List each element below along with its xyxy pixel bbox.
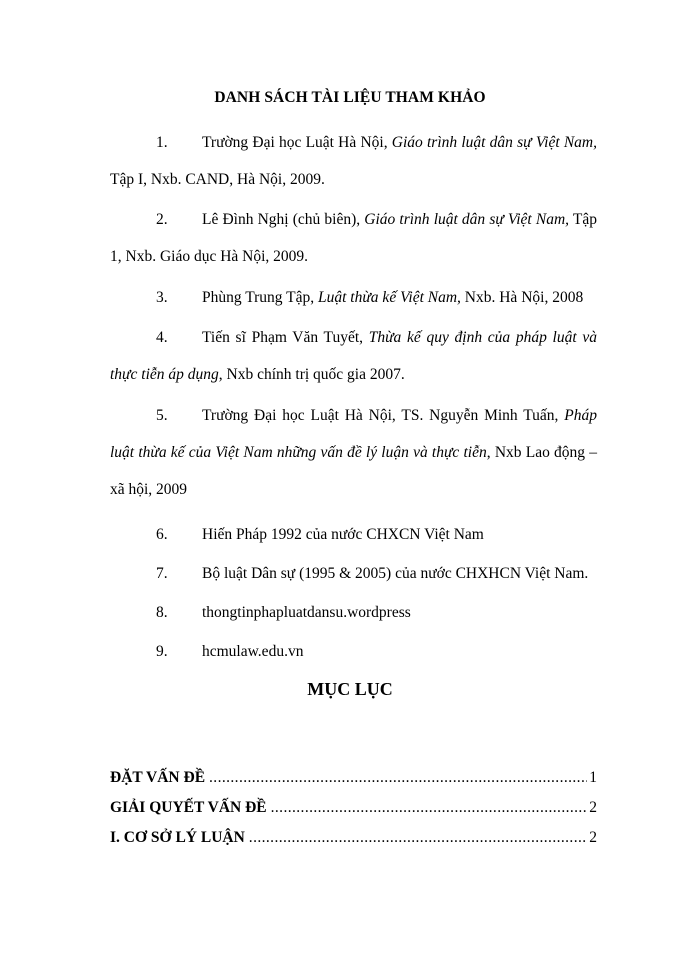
reference-title: Pháp luật thừa kế của Việt Nam những vấn đề lý luận và thực tiễn (110, 407, 597, 461)
reference-item (110, 201, 597, 275)
reference-item (110, 279, 597, 316)
reference-text: Tiến sĩ Phạm Văn Tuyết, (202, 329, 369, 346)
reference-item (110, 397, 597, 508)
toc-page-number: 2 (589, 799, 597, 816)
toc-leader-dots (209, 769, 587, 787)
reference-item (110, 516, 597, 553)
reference-title: Luật thừa kế Việt Nam, (318, 289, 461, 306)
reference-text: Hiến Pháp 1992 của nước CHXCN Việt Nam (202, 526, 484, 543)
references-heading: DANH SÁCH TÀI LIỆU THAM KHẢO (214, 89, 486, 106)
reference-link: thongtinphapluatdansu.wordpress (202, 604, 411, 621)
reference-publisher: , Nxb chính trị quốc gia 2007. (218, 366, 405, 383)
toc-entry-title: GIẢI QUYẾT VẤN ĐỀ (110, 799, 267, 816)
reference-publisher: Tập 1, Nxb. Giáo dục Hà Nội, 2009. (110, 211, 597, 265)
reference-text: Bộ luật Dân sự (1995 & 2005) của nước CHXHCN Việt Nam. (202, 565, 589, 582)
reference-text: Trường Đại học Luật Hà Nội, (202, 134, 392, 151)
reference-number: 2. (156, 211, 168, 228)
reference-item (110, 319, 597, 393)
reference-title: Giáo trình luật dân sự Việt Nam, (391, 134, 597, 151)
reference-publisher: , Nxb Lao động – xã hội, 2009 (110, 444, 597, 498)
toc-page-number: 1 (589, 769, 597, 786)
reference-item (110, 633, 597, 670)
toc-entry[interactable] (110, 799, 597, 817)
reference-number: 7. (156, 565, 168, 582)
reference-number: 4. (156, 329, 168, 346)
reference-publisher: Nxb. Hà Nội, 2008 (460, 289, 584, 306)
toc-entry-title: I. CƠ SỞ LÝ LUẬN (110, 829, 245, 846)
toc-entry[interactable] (110, 769, 597, 787)
reference-item (110, 594, 597, 631)
reference-number: 8. (156, 604, 168, 621)
reference-title: Thừa kế quy định của pháp luật và thực tiễn áp dụng (110, 329, 597, 383)
reference-link: hcmulaw.edu.vn (202, 643, 304, 660)
reference-item (110, 124, 597, 198)
reference-number: 5. (156, 407, 168, 424)
toc-leader-dots (271, 799, 588, 817)
toc-heading: MỤC LỤC (307, 679, 393, 699)
reference-text: Trường Đại học Luật Hà Nội, TS. Nguyễn Minh Tuấn, (202, 407, 565, 424)
toc-entry-title: ĐẶT VẤN ĐỀ (110, 769, 206, 786)
reference-text: Lê Đình Nghị (chủ biên), (202, 211, 365, 228)
reference-number: 1. (156, 134, 168, 151)
reference-number: 6. (156, 526, 168, 543)
toc-leader-dots (249, 829, 587, 847)
reference-publisher: Tập I, Nxb. CAND, Hà Nội, 2009. (110, 171, 325, 188)
reference-title: Giáo trình luật dân sự Việt Nam, (364, 211, 570, 228)
toc-entry[interactable] (110, 829, 597, 847)
reference-number: 3. (156, 289, 168, 306)
reference-item (110, 555, 597, 592)
reference-number: 9. (156, 643, 168, 660)
toc-page-number: 2 (589, 829, 597, 846)
reference-text: Phùng Trung Tập, (202, 289, 318, 306)
